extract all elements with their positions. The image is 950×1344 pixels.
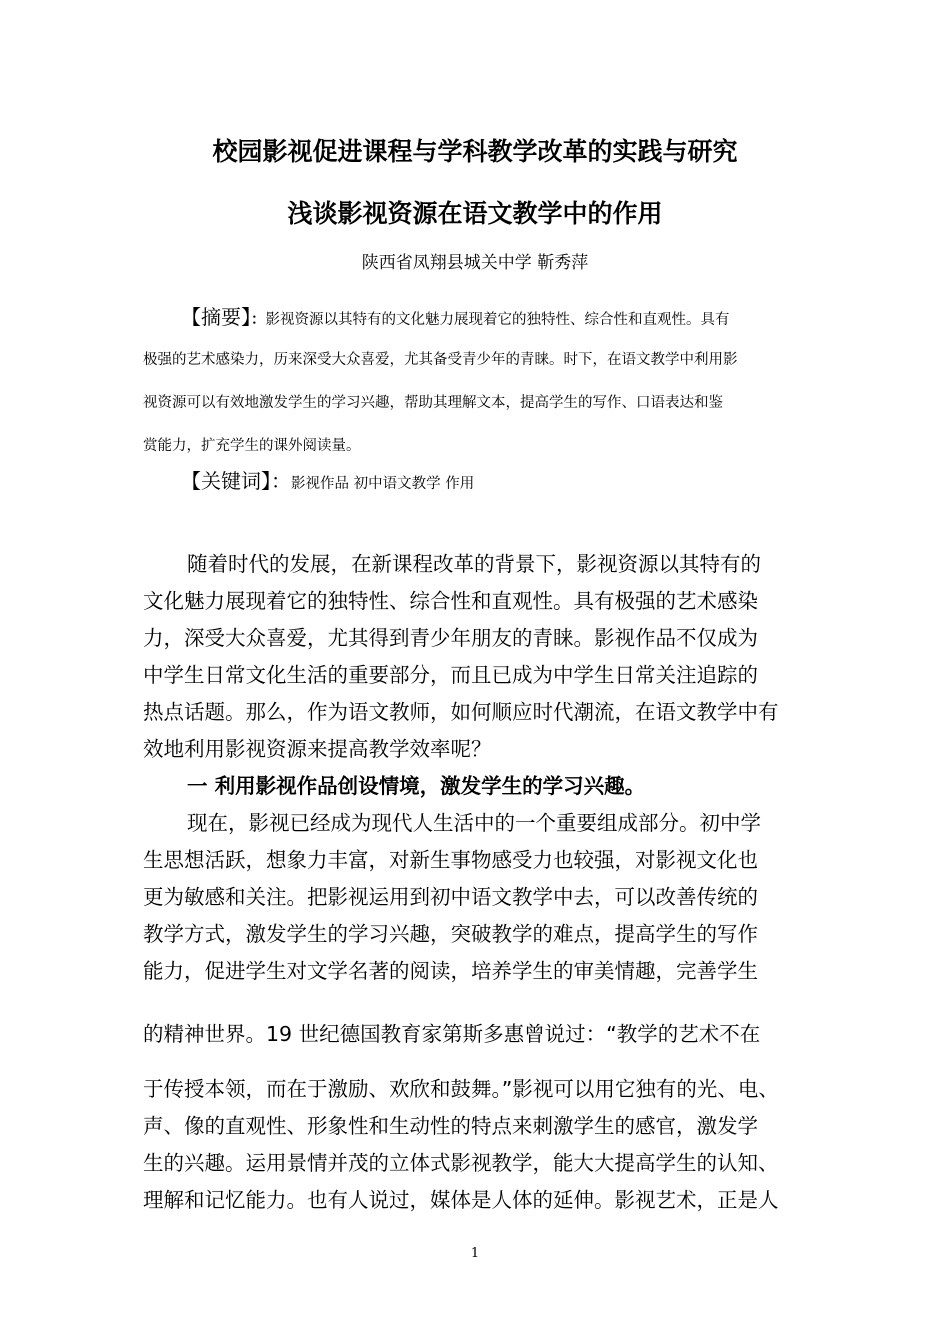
paragraph-line: 文化魅力展现着它的独特性、综合性和直观性。具有极强的艺术感染 — [143, 589, 758, 613]
paragraph-line: 中学生日常文化生活的重要部分，而且已成为中学生日常关注追踪的 — [143, 663, 758, 687]
paragraph-intro — [143, 546, 813, 990]
paragraph-line: 声、像的直观性、形象性和生动性的特点来刺激学生的感官，激发学 — [143, 1114, 758, 1138]
keywords-text: 影视作品 初中语文教学 作用 — [291, 476, 475, 492]
keywords-line — [181, 466, 474, 499]
sub-title: 浅谈影视资源在语文教学中的作用 — [287, 199, 663, 228]
paragraph-line: 随着时代的发展，在新课程改革的背景下，影视资源以其特有的 — [187, 552, 761, 576]
paragraph-line: 理解和记忆能力。也有人说过，媒体是人体的延伸。影视艺术，正是人 — [143, 1188, 779, 1212]
paragraph-line: 现在，影视已经成为现代人生活中的一个重要组成部分。初中学 — [187, 811, 761, 835]
abstract-text: 影视资源以其特有的文化魅力展现着它的独特性、综合性和直观性。具有 — [265, 312, 730, 328]
paragraph-line: 生思想活跃，想象力丰富，对新生事物感受力也较强，对影视文化也 — [143, 848, 758, 872]
abstract-block — [143, 296, 813, 468]
paragraph-continued — [143, 1071, 813, 1219]
abstract-label: 【摘要】 — [181, 305, 251, 329]
paragraph-line: 的精神世界。19 世纪德国教育家第斯多惠曾说过：“教学的艺术不在 — [143, 1022, 761, 1046]
paragraph-line: 效地利用影视资源来提高教学效率呢？ — [143, 737, 492, 761]
abstract-line: 极强的艺术感染力，历来深受大众喜爱，尤其备受青少年的青睐。时下，在语文教学中利用影 — [143, 352, 738, 368]
section-heading: 一 利用影视作品创设情境，激发学生的学习兴趣。 — [187, 774, 646, 798]
paragraph-line: 生的兴趣。运用景情并茂的立体式影视教学，能大大提高学生的认知、 — [143, 1151, 779, 1175]
paragraph-quote-line — [143, 1016, 813, 1053]
abstract-line: 赏能力，扩充学生的课外阅读量。 — [143, 438, 361, 454]
abstract-colon: ： — [251, 311, 266, 328]
paragraph-line: 教学方式，激发学生的学习兴趣，突破教学的难点，提高学生的写作 — [143, 922, 758, 946]
paragraph-line: 力，深受大众喜爱，尤其得到青少年朋友的青睐。影视作品不仅成为 — [143, 626, 758, 650]
keywords-colon: ： — [271, 469, 291, 493]
author-line: 陕西省凤翔县城关中学 靳秀萍 — [361, 253, 589, 273]
paragraph-line: 于传授本领，而在于激励、欢欣和鼓舞。”影视可以用它独有的光、电、 — [143, 1077, 779, 1101]
page-number: 1 — [470, 1246, 480, 1261]
paragraph-line: 能力，促进学生对文学名著的阅读，培养学生的审美情趣，完善学生 — [143, 959, 758, 983]
paragraph-line: 更为敏感和关注。把影视运用到初中语文教学中去，可以改善传统的 — [143, 885, 758, 909]
keywords-label: 【关键词】 — [181, 469, 271, 493]
paragraph-line: 热点话题。那么，作为语文教师，如何顺应时代潮流，在语文教学中有 — [143, 700, 779, 724]
abstract-line: 视资源可以有效地激发学生的学习兴趣，帮助其理解文本，提高学生的写作、口语表达和鉴 — [143, 395, 723, 411]
main-title: 校园影视促进课程与学科教学改革的实践与研究 — [212, 137, 738, 166]
abstract-line — [143, 296, 813, 339]
